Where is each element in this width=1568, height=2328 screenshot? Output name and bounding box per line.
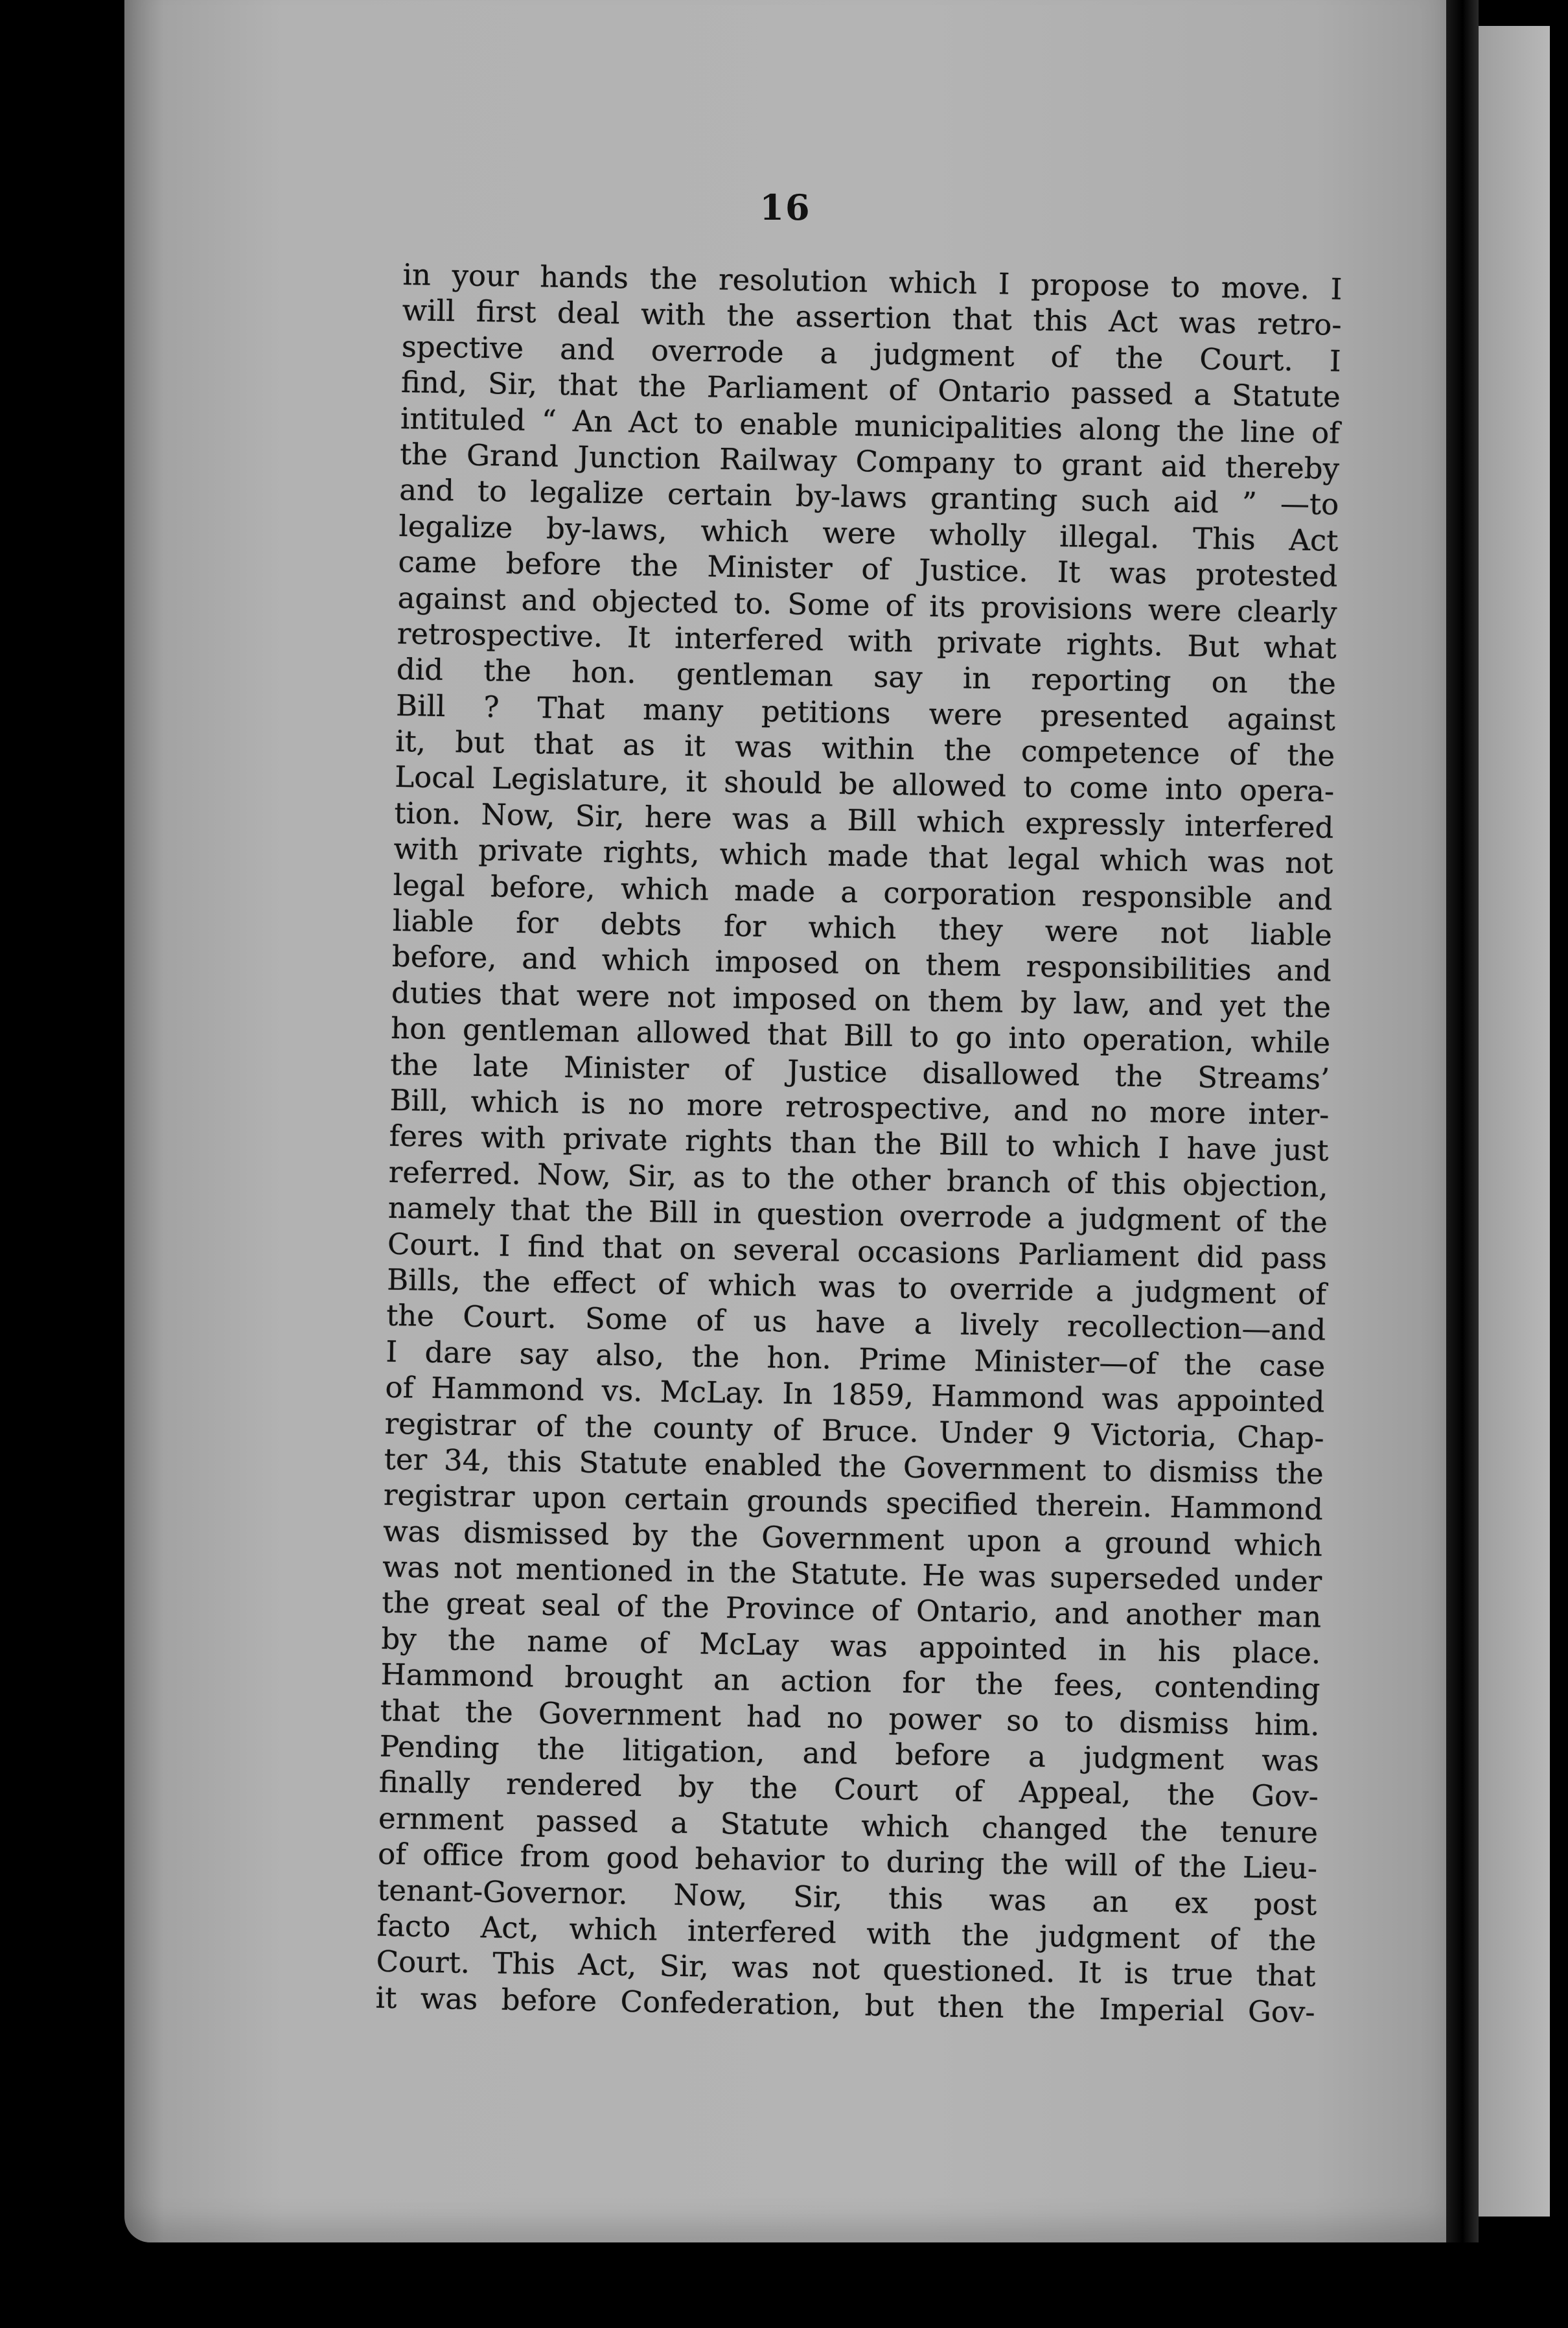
text-line: Bill, which is no more retrospective, and no more inter- (389, 1082, 1330, 1132)
text-line: legal before, which made a corporation responsible and (393, 867, 1333, 917)
page-number: 16 (759, 187, 811, 228)
text-line: Hammond brought an action for the fees, contending (380, 1657, 1320, 1706)
text-line: retrospective. It interfered with private rights. But what (397, 616, 1337, 666)
text-line: find, Sir, that the Parliament of Ontario passed a Statute (400, 365, 1341, 414)
text-line: Pending the litigation, and before a judgment was (379, 1729, 1320, 1778)
text-line: against and objected to. Some of its provisions were clearly (397, 580, 1337, 630)
text-line: came before the Minister of Justice. It was protested (398, 544, 1338, 594)
text-line: tion. Now, Sir, here was a Bill which expressly interfered (394, 795, 1334, 845)
adjacent-page-edge (1479, 26, 1550, 2217)
text-line: Local Legislature, it should be allowed to come into opera- (394, 760, 1335, 809)
text-line: hon gentleman allowed that Bill to go into operation, while (390, 1011, 1331, 1060)
text-line: referred. Now, Sir, as to the other branch of this objection, (388, 1154, 1329, 1204)
text-line: of Hammond vs. McLay. In 1859, Hammond was appointed (385, 1369, 1325, 1419)
text-line: registrar upon certain grounds specified therein. Hammond (383, 1478, 1324, 1527)
text-line: spective and overrode a judgment of the Court. I (401, 329, 1342, 378)
text-line: Bill ? That many petitions were presented against (395, 688, 1336, 738)
text-line: namely that the Bill in question overrode a judgment of the (387, 1190, 1328, 1240)
text-line: intituled “ An Act to enable municipalities along the line of (400, 401, 1341, 450)
text-line: Bills, the effect of which was to override a judgment of (386, 1262, 1327, 1312)
body-text (375, 257, 1342, 2031)
text-line: before, and which imposed on them responsibilities and (391, 939, 1332, 989)
text-line: was not mentioned in the Statute. He was superseded under (382, 1549, 1322, 1599)
text-line: was dismissed by the Government upon a ground which (382, 1513, 1323, 1563)
text-line: with private rights, which made that legal which was not (393, 832, 1333, 881)
text-line: finally rendered by the Court of Appeal, the Gov- (378, 1765, 1319, 1814)
text-line: in your hands the resolution which I propose to move. I (402, 257, 1343, 307)
text-line: ernment passed a Statute which changed the tenure (378, 1800, 1319, 1850)
text-line: facto Act, which interfered with the judgment of the (376, 1908, 1317, 1958)
text-line: ter 34, this Statute enabled the Government to dismiss the (384, 1441, 1324, 1491)
text-line: it, but that as it was within the competence of the (395, 723, 1335, 773)
text-line: tenant-Governor. Now, Sir, this was an ex post (377, 1872, 1317, 1922)
text-line: the late Minister of Justice disallowed the Streams’ (390, 1047, 1330, 1097)
text-line: duties that were not imposed on them by law, and yet the (391, 975, 1332, 1025)
book-page (124, 0, 1446, 2242)
page-gutter (1446, 0, 1479, 2242)
text-line: it was before Confederation, but then the Imperial Gov- (375, 1980, 1316, 2030)
text-line: liable for debts for which they were not liable (392, 903, 1333, 953)
text-line: feres with private rights than the Bill to which I have just (389, 1119, 1329, 1168)
text-line: the great seal of the Province of Ontario, and another man (381, 1585, 1322, 1635)
text-line: registrar of the county of Bruce. Under 9 Victoria, Chap- (384, 1406, 1324, 1456)
text-line: and to legalize certain by-laws granting such aid ” —to (398, 472, 1339, 522)
text-line: legalize by-laws, which were wholly illegal. This Act (398, 508, 1339, 558)
text-line: of office from good behavior to during the will of the Lieu- (377, 1836, 1318, 1886)
text-line: by the name of McLay was appointed in his place. (381, 1621, 1321, 1671)
text-line: that the Government had no power so to dismiss him. (380, 1693, 1320, 1743)
text-line: Court. This Act, Sir, was not questioned. It is true that (376, 1944, 1316, 1994)
text-line: will first deal with the assertion that this Act was retro- (402, 293, 1342, 343)
text-line: did the hon. gentleman say in reporting on the (396, 652, 1337, 701)
text-line: Court. I find that on several occasions Parliament did pass (387, 1226, 1328, 1276)
text-line: the Court. Some of us have a lively recollection—and (386, 1298, 1326, 1347)
text-line: I dare say also, the hon. Prime Minister—of the case (386, 1334, 1326, 1384)
text-line: the Grand Junction Railway Company to grant aid thereby (399, 436, 1340, 486)
